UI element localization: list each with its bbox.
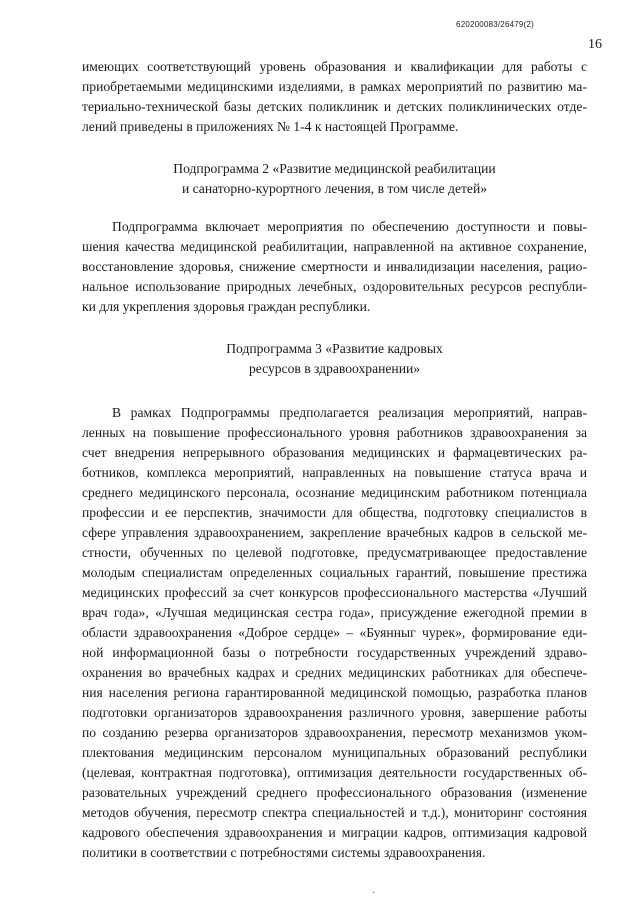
paragraph-2 (82, 217, 587, 317)
paragraph-3-line: охранения во врачебных кадрах и средних медицинских работниках для обеспече- (82, 665, 587, 680)
paragraph-1-line: приобретаемыми медицинскими изделиями, в рамках мероприятий по развитию ма- (82, 79, 587, 94)
subprogram-3-heading-line: ресурсов в здравоохранении» (248, 361, 421, 376)
paragraph-3-line: плектования медицинским персоналом муниципальных образований республики (82, 745, 587, 760)
paragraph-2-line: ки для укрепления здоровья граждан республики. (82, 299, 371, 314)
paragraph-3-line: подготовки организаторов здравоохранения различного уровня, завершение работы (82, 705, 587, 720)
paragraph-3-line: области здравоохранения «Доброе сердце» – «Буянныг чурек», формирование еди- (82, 625, 587, 640)
page-body (82, 57, 587, 863)
paragraph-2-line: восстановление здоровья, снижение смертности и инвалидизации населения, рацио- (82, 259, 587, 274)
paragraph-3-line: методов обучения, пересмотр спектра специальностей и т.д.), мониторинг состояния (82, 805, 587, 820)
paragraph-3-line: разовательных учреждений среднего профессионального образования (изменение (82, 785, 587, 800)
paragraph-3-line: ной информационной базы о потребности государственных учреждений здраво- (82, 645, 587, 660)
paragraph-2-line: Подпрограмма включает мероприятия по обеспечению доступности и повы- (112, 219, 587, 234)
paragraph-3-line: ленных на повышение профессионального уровня работников здравоохранения за (82, 425, 587, 440)
paragraph-3-line: профессии и ее перспектив, значимости для общества, подготовку специалистов в (82, 505, 587, 520)
paragraph-3-line: среднего медицинского персонала, осознание медицинским работником потенциала (82, 485, 587, 500)
paragraph-3-line: по созданию резерва организаторов здравоохранения, пересмотр механизмов уком- (82, 725, 587, 740)
paragraph-3-line: счет внедрения непрерывного образования медицинских и фармацевтических ра- (82, 445, 587, 460)
paragraph-3-line: (целевая, контрактная подготовка), оптимизация деятельности государственных об- (82, 765, 587, 780)
paragraph-1-line: териально-технической базы детских поликлиник и детских поликлинических отде- (82, 99, 587, 114)
paragraph-3-line: политики в соответствии с потребностями системы здравоохранения. (82, 845, 486, 860)
paragraph-3-line: стности, обученных по целевой подготовке, предусматривающее предоставление (82, 545, 587, 560)
paragraph-3-line: кадрового обеспечения здравоохранения и миграции кадров, оптимизация кадровой (82, 825, 587, 840)
paragraph-3-line: В рамках Подпрограммы предполагается реализация мероприятий, направ- (112, 405, 587, 420)
paragraph-2-line: шения качества медицинской реабилитации, направленной на активное сохранение, (82, 239, 587, 254)
subprogram-3-heading (82, 339, 587, 379)
paragraph-1-line: лений приведены в приложениях № 1-4 к настоящей Программе. (82, 119, 459, 134)
subprogram-2-heading (82, 159, 587, 199)
paragraph-3-line: врач года», «Лучшая медицинская сестра года», присуждение ежегодной премии в (82, 605, 587, 620)
paragraph-3 (82, 403, 587, 863)
subprogram-3-heading-line: Подпрограмма 3 «Развитие кадровых (226, 341, 443, 356)
paragraph-3-line: сфере управления здравоохранением, закрепление врачебных кадров в сельской ме- (82, 525, 587, 540)
subprogram-2-heading-line: и санаторно-курортного лечения, в том числе детей» (181, 181, 488, 196)
paragraph-3-line: молодым специалистам определенных социальных гарантий, повышение престижа (82, 565, 587, 580)
paragraph-1 (82, 57, 587, 137)
paragraph-3-line: медицинских профессий за счет конкурсов профессионального мастерства «Лучший (82, 585, 587, 600)
paragraph-2-line: нальное использование природных лечебных, оздоровительных ресурсов республи- (82, 279, 587, 294)
paragraph-1-line: имеющих соответствующий уровень образования и квалификации для работы с (82, 59, 587, 74)
page-number: 16 (588, 37, 602, 52)
subprogram-2-heading-line: Подпрограмма 2 «Развитие медицинской реабилитации (173, 161, 496, 176)
paragraph-3-line: ния населения региона гарантированной медицинской помощью, разработка планов (82, 685, 587, 700)
paragraph-3-line: ботников, комплекса мероприятий, направленных на повышение статуса врача и (82, 465, 587, 480)
document-code: 620200083/26479(2) (456, 20, 534, 29)
footer-mark: · (372, 888, 376, 899)
